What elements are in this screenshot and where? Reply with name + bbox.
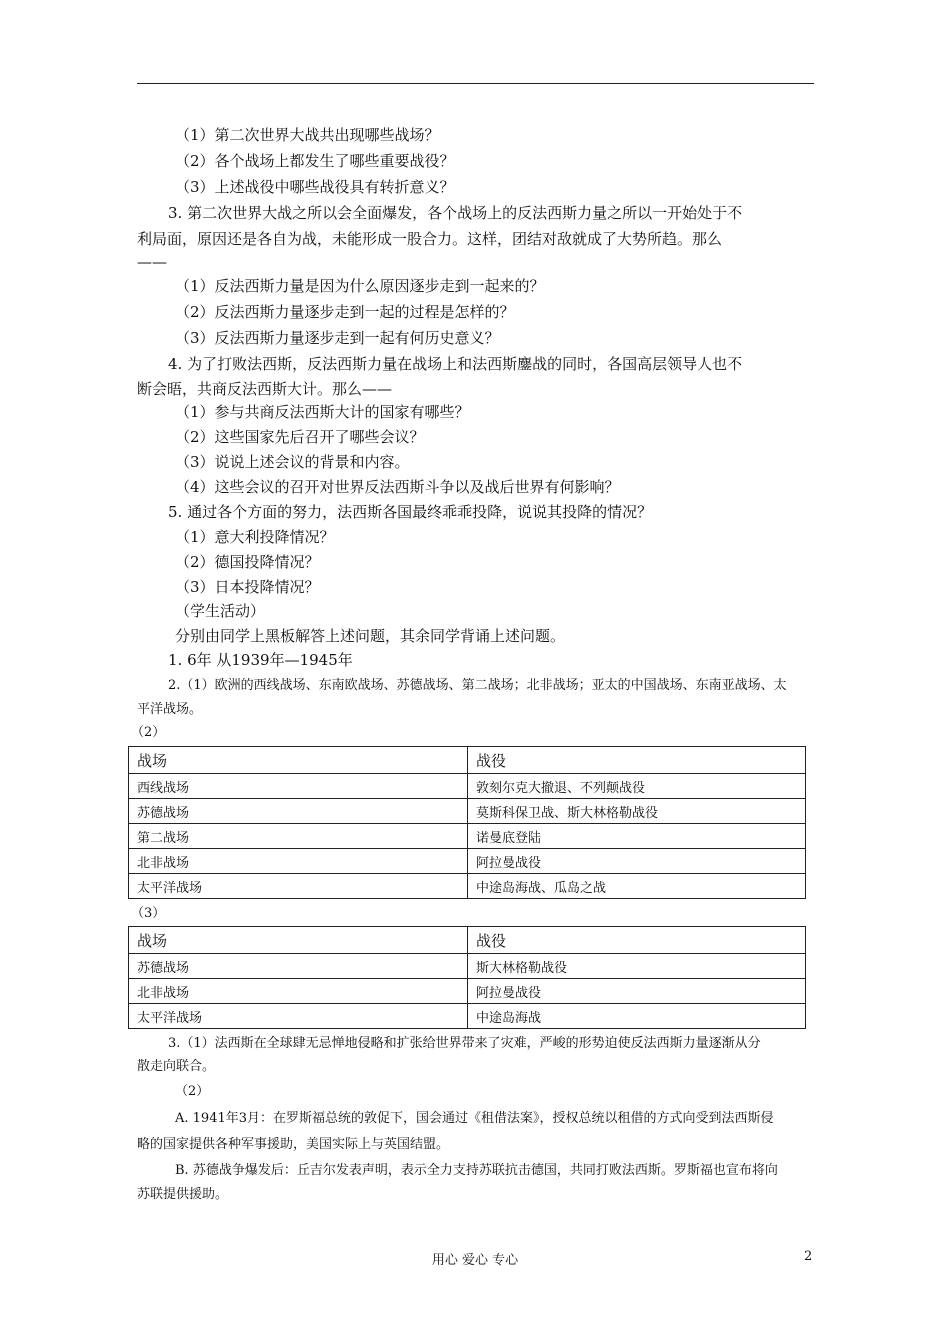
table-cell: 北非战场	[129, 849, 468, 874]
paragraph-line: 断会晤，共商反法西斯大计。那么——	[137, 380, 393, 398]
table-cell: 斯大林格勒战役	[468, 954, 806, 979]
question-line: （2）德国投降情况？	[175, 553, 320, 571]
answer-line: 2.（1）欧洲的西线战场、东南欧战场、苏德战场、第二战场；北非战场；亚太的中国战场、东南亚战场、太	[168, 678, 787, 693]
header-cell: 战役	[468, 747, 806, 774]
battles-table	[128, 746, 806, 899]
table-cell: 西线战场	[129, 774, 468, 799]
question-line: （3）日本投降情况？	[175, 578, 320, 596]
table-row	[129, 799, 806, 824]
question-line: （3）反法西斯力量逐步走到一起有何历史意义？	[175, 329, 500, 347]
paragraph-line: 分别由同学上黑板解答上述问题，其余同学背诵上述问题。	[175, 627, 566, 645]
paragraph-line: 3. 第二次世界大战之所以会全面爆发，各个战场上的反法西斯力量之所以一开始处于不	[168, 204, 743, 222]
question-line: （1）第二次世界大战共出现哪些战场？	[175, 126, 440, 144]
table-row	[129, 979, 806, 1004]
table-cell: 阿拉曼战役	[468, 979, 806, 1004]
table-row	[129, 824, 806, 849]
turning-point-table	[128, 926, 806, 1029]
table-row	[129, 849, 806, 874]
table-cell: 阿拉曼战役	[468, 849, 806, 874]
table-row	[129, 874, 806, 899]
header-cell: 战场	[129, 927, 468, 954]
question-line: （2）这些国家先后召开了哪些会议？	[175, 428, 425, 446]
table-cell: 莫斯科保卫战、斯大林格勒战役	[468, 799, 806, 824]
table-cell: 太平洋战场	[129, 874, 468, 899]
answer-line: 3.（1）法西斯在全球肆无忌惮地侵略和扩张给世界带来了灾难，严峻的形势迫使反法西斯力量逐渐从分	[168, 1036, 761, 1051]
paragraph-line: 4. 为了打败法西斯，反法西斯力量在战场上和法西斯鏖战的同时，各国高层领导人也不	[168, 355, 743, 373]
question-line: （3）说说上述会议的背景和内容。	[175, 453, 410, 471]
paragraph-line: 利局面，原因还是各自为战，未能形成一股合力。这样，团结对敌就成了大势所趋。那么	[137, 230, 723, 248]
table-cell: 北非战场	[129, 979, 468, 1004]
answer-line: 散走向联合。	[137, 1059, 216, 1074]
table-cell: 苏德战场	[129, 954, 468, 979]
question-line: （2）各个战场上都发生了哪些重要战役？	[175, 152, 455, 170]
table-cell: 中途岛海战、瓜岛之战	[468, 874, 806, 899]
student-activity-label: （学生活动）	[175, 602, 266, 620]
answer-line: 平洋战场。	[137, 702, 203, 717]
header-cell: 战役	[468, 927, 806, 954]
table-cell: 苏德战场	[129, 799, 468, 824]
table-caption: （3）	[131, 906, 166, 921]
table-header-row	[129, 747, 806, 774]
table-header-row	[129, 927, 806, 954]
answer-line: 1. 6年 从1939年—1945年	[168, 651, 353, 669]
table-row	[129, 774, 806, 799]
footer-text: 用心 爱心 专心	[431, 1253, 519, 1268]
page-number: 2	[804, 1249, 813, 1264]
table-cell: 第二战场	[129, 824, 468, 849]
table-cell: 中途岛海战	[468, 1004, 806, 1029]
paragraph-line: ——	[137, 253, 167, 271]
paragraph-line: 5. 通过各个方面的努力，法西斯各国最终乖乖投降，说说其投降的情况？	[168, 503, 653, 521]
table-row	[129, 1004, 806, 1029]
question-line: （2）反法西斯力量逐步走到一起的过程是怎样的？	[175, 303, 515, 321]
question-line: （1）意大利投降情况？	[175, 528, 335, 546]
question-line: （1）参与共商反法西斯大计的国家有哪些？	[175, 403, 470, 421]
answer-line: 苏联提供援助。	[137, 1187, 229, 1202]
table-cell: 诺曼底登陆	[468, 824, 806, 849]
header-cell: 战场	[129, 747, 468, 774]
question-line: （4）这些会议的召开对世界反法西斯斗争以及战后世界有何影响？	[175, 478, 620, 496]
table-cell: 太平洋战场	[129, 1004, 468, 1029]
question-line: （3）上述战役中哪些战役具有转折意义？	[175, 178, 455, 196]
table-row	[129, 954, 806, 979]
answer-line: （2）	[175, 1084, 210, 1099]
answer-line: B. 苏德战争爆发后：丘吉尔发表声明，表示全力支持苏联抗击德国，共同打败法西斯。罗斯福也宣布将向	[175, 1163, 778, 1178]
table-cell: 敦刻尔克大撤退、不列颠战役	[468, 774, 806, 799]
header-rule	[137, 83, 814, 84]
question-line: （1）反法西斯力量是因为什么原因逐步走到一起来的？	[175, 277, 545, 295]
answer-line: 略的国家提供各种军事援助，美国实际上与英国结盟。	[137, 1137, 450, 1152]
table-caption: （2）	[131, 725, 166, 740]
answer-line: A. 1941年3月：在罗斯福总统的敦促下，国会通过《租借法案》，授权总统以租借的方式向受到法西斯侵	[175, 1111, 774, 1126]
